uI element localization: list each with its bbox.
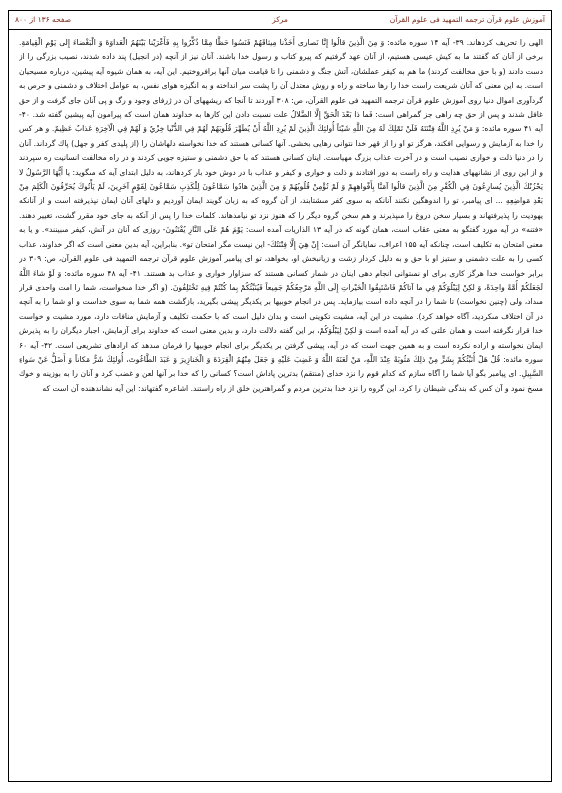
source-label: مركز [272, 15, 288, 24]
header-divider [9, 29, 551, 30]
body-paragraph: الهى را تحريف كردهاند. ۳۹- آيه ۱۴ سوره مائده: وَ مِنَ الَّذِينَ قالُوا إِنَّا نَصارى أَخَذْنا مِيثاقَهُمْ فَنَسُوا حَظًّا مِمَّا ذُكِّرُوا بِهِ فَأَغْرَيْنا بَيْنَهُمُ الْعَداوَةَ وَ الْبَغْضاءَ إِلى يَوْمِ الْقِيامَةِ. برخى از آنان كه گفتند ما به كيش عيسى هستيم، از آنان عهد گرفتيم كه پيرو كتاب و رسول خدا باشند. آنان نيز از آنچه (در انجيل) پند داده شدند، نصيب بزرگى را از دست دادند (و با حق مخالفت كردند) ما هم به كيفر عملشان، آتش جنگ و دشمنى را تا قيامت ميان آنها برافروختيم. اين آيه، به همان شيوه آيه پيشين، درباره مسيحيان است. به اين معنى كه آنان شريعت راست خدا را رها ساخته و راه و روش معتدل آن را پشت سر انداخته و به انگيزه هواى نفس، به عوامل اختلاف و دشمنى و حرص به گردآورى اموال دنيا روى آموزش علوم قرآن ترجمه التمهيد فى علوم القرآن، ص: ۳۰۸ آوردند تا آنجا كه ريشههاى آن در ژرفاى وجود و رگ و پى آنان جاى گرفت و از حق غافل شدند و پس از حق چه راهى جز گمراهى است: فَما ذا بَعْدَ الْحَقِّ إِلَّا الضَّلالُ علت نسبت دادن اين كارها به خداوند همان است كه پيرامون آيه پيشين گفته شد. ۴۰- آيه ۴۱ سوره مائده: وَ مَنْ يُرِدِ اللَّهُ فِتْنَتَهُ فَلَنْ تَمْلِكَ لَهُ مِنَ اللَّهِ شَيْئاً أُولئِكَ الَّذِينَ لَمْ يُرِدِ اللَّهُ أَنْ يُطَهِّرَ قُلُوبَهُمْ لَهُمْ فِي الدُّنْيا خِزْيٌ وَ لَهُمْ فِي الْآخِرَةِ عَذابٌ عَظِيمٌ. و هر كس را خدا به آزمايش و رسوايى افكند، هرگز تو او را از قهر خدا نتوانى رهايى بخشى. آنها كسانى هستند كه خدا نخواسته دلهاشان را (از پليدى كفر و جهل) پاك گرداند. آنان را در دنيا ذلت و خوارى نصيب است و در آخرت عذاب بزرگ مهياست. اينان كسانى هستند كه با حق دشمنى و ستيزه جويى كردند و در راه مخالفت انسانيت ره سپردند و از اين روى از نشانههاى هدايت و راه راست به دور افتادند و ذلت و خوارى و كيفر و عذاب با در دوش خود بار كردهاند، به دليل ابتداى آيه كه مىگويد: يا أَيُّهَا الرَّسُولُ لا يَحْزُنْكَ الَّذِينَ يُسارِعُونَ فِي الْكُفْرِ مِنَ الَّذِينَ قالُوا آمَنَّا بِأَفْواهِهِمْ وَ لَمْ تُؤْمِنْ قُلُوبُهُمْ وَ مِنَ الَّذِينَ هادُوا سَمَّاعُونَ لِلْكَذِبِ سَمَّاعُونَ لِقَوْمٍ آخَرِينَ، لَمْ يَأْتُوكَ يُحَرِّفُونَ الْكَلِمَ مِنْ بَعْدِ مَواضِعِهِ ... اى پيامبر، تو را اندوهگين نكنند آنانكه به سوى كفر مىشتابند، از آن گروه كه به زبان گويند ايمان آورديم و دلهاى آنان ايمان نپذيرفته است و از آنانكه يهوديت را پذيرفتهاند و بسيار سخن دروغ را مىپذيرند و هم سخن گروه ديگر را كه هنوز نزد تو نيامدهاند. كلمات خدا را پس از آنكه به جاى خود مقرر گشت، تغيير دهند. «فتنه» در آيه مورد گفتگو به معنى عقاب است، همان گونه كه در آيه ۱۳ الذاريات آمده است: يَوْمَ هُمْ عَلَى النَّارِ يُفْتَنُونَ- روزى كه آنان در آتش، كيفر مىبينند». و يا به معنى امتحان به تكليف است، چنانكه آيه ۱۵۵ اعراف، نمايانگر آن است: إِنْ هِيَ إِلَّا فِتْنَتُكَ- اين نيست مگر امتحان تو». بنابراين، آيه بدين معنى است كه اگر خداوند، عذاب كسى را به علت دشمنى و ستيز او با حق و به دليل كردار زشت و زيانبخش او، بخواهد، تو اى پيامبر آموزش علوم قرآن ترجمه التمهيد فى علوم القرآن، ص: ۳۰۹ در برابر خواست خدا هرگز كارى براى او نمىتوانى انجام دهى اينان در شمار كسانى هستند كه سزاوار خوارى و عذاب بد هستند. ۴۱- آيه ۴۸ سوره مائده: وَ لَوْ شاءَ اللَّهُ لَجَعَلَكُمْ أُمَّةً واحِدَةً، وَ لكِنْ لِيَبْلُوَكُمْ فِي ما آتاكُمْ فَاسْتَبِقُوا الْخَيْراتِ إِلَى اللَّهِ مَرْجِعُكُمْ جَمِيعاً فَيُنَبِّئُكُمْ بِما كُنْتُمْ فِيهِ تَخْتَلِفُونَ. (و اگر خدا مىخواست، شما را امت واحدى قرار مىداد، ولى (چنين نخواست) تا شما را در آنچه داده است بيازمايد. پس در انجام خوبيها بر يكديگر پيشى بگيريد، بازگشت همه شما به سوى خداست و او شما را به آنچه در آن اختلاف مىكرديد، آگاه خواهد كرد). مشيت در اين آيه، مشيت تكوينى است و بدان دليل است كه با حكمت تكليف و آزمايش منافات دارد، مورد مشيت و خواست خدا قرار نگرفته است و همان علتى كه در آيه آمده است وَ لكِنْ لِيَبْلُوَكُمْ، بر اين گفته دلالت دارد، و بدين معنى است كه خداوند براى آزمايش، اجبار ديگران را به پذيرش ايمان نخواسته و اراده نكرده است و به همين جهت است كه در آيه، پيشى گرفتن بر يكديگر براى انجام خوبيها را فرمان مىدهد كه ارادهاى تشريعى است. ۴۲- آيه ۶۰ سوره مائده: قُلْ هَلْ أُنَبِّئُكُمْ بِشَرٍّ مِنْ ذلِكَ مَثُوبَةً عِنْدَ اللَّهِ، مَنْ لَعَنَهُ اللَّهُ وَ غَضِبَ عَلَيْهِ وَ جَعَلَ مِنْهُمُ الْقِرَدَةَ وَ الْخَنازِيرَ وَ عَبَدَ الطَّاغُوتَ، أُولئِكَ شَرٌّ مَكاناً وَ أَضَلُّ عَنْ سَواءِ السَّبِيلِ. اى پيامبر بگو آيا شما را آگاه سازم كه كدام قوم را نزد خداى (منتقم) بدترين پاداش است؟ كسانى را كه خدا بر آنها لعن و غضب كرد و آنان را به بوزينه و خوك مسخ نمود و آن كس كه بندگى شيطان را كرد، اين گروه را نزد خدا بدترين مردم و گمراهترين خلق از راه راستند. اشاعره گفتهاند: اين آيه نشاندهنده آن است كه [19, 38, 543, 393]
book-title: آموزش علوم قرآن ترجمه التمهيد فى علوم القرآن [389, 15, 545, 24]
body-text [19, 36, 543, 775]
document-page [8, 10, 552, 782]
page-header [9, 11, 551, 29]
page-number: صفحه ۱۳۶ از ۸۰۰ [15, 15, 72, 24]
